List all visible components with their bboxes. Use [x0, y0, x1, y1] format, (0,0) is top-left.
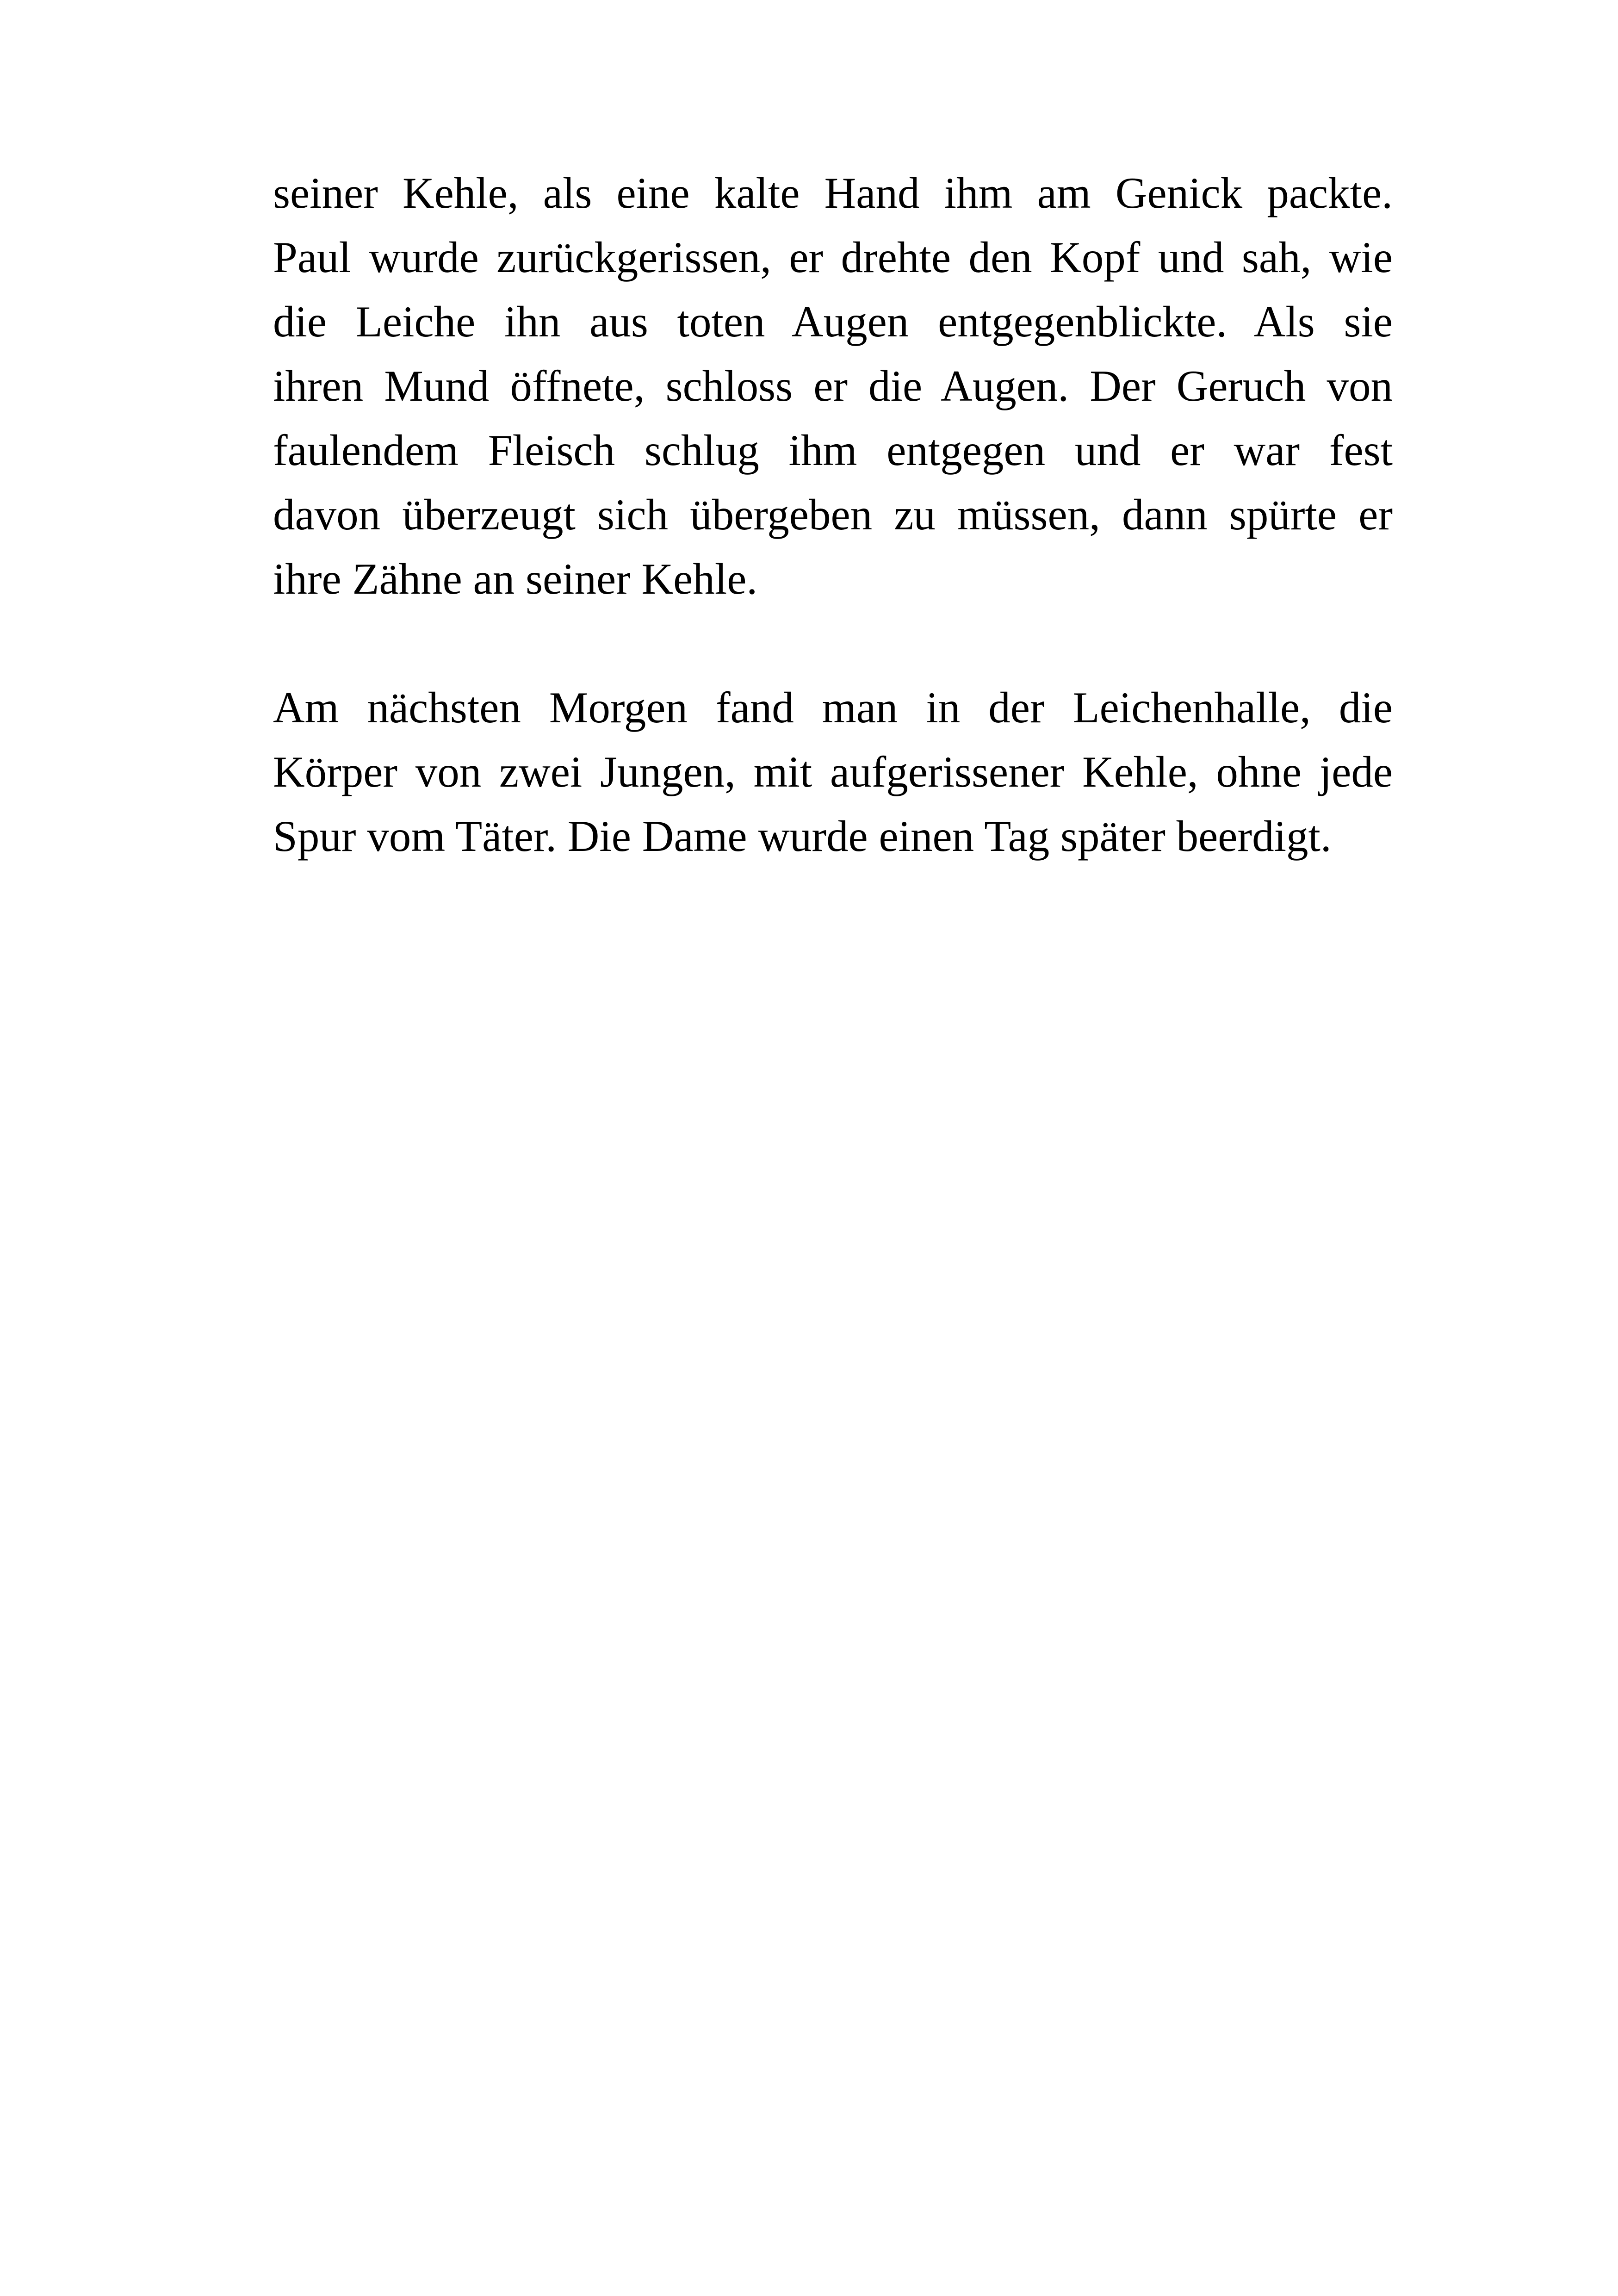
text-line: Am nächsten Morgen fand man in der Leichenhalle, die	[273, 683, 1393, 732]
paragraph	[273, 676, 1393, 869]
text-line: Paul wurde zurückgerissen, er drehte den Kopf und sah, wie	[273, 233, 1393, 282]
text-line: Spur vom Täter. Die Dame wurde einen Tag später beerdigt.	[273, 812, 1332, 861]
text-line: Körper von zwei Jungen, mit aufgerissener Kehle, ohne jede	[273, 747, 1393, 796]
text-line: ihre Zähne an seiner Kehle.	[273, 554, 758, 603]
text-line: die Leiche ihn aus toten Augen entgegenblickte. Als sie	[273, 297, 1393, 346]
text-body	[273, 161, 1393, 869]
text-line: faulendem Fleisch schlug ihm entgegen und er war fest	[273, 426, 1393, 475]
text-line: seiner Kehle, als eine kalte Hand ihm am Genick packte.	[273, 168, 1393, 217]
paragraph	[273, 161, 1393, 611]
paragraph-spacer	[273, 611, 1393, 676]
text-line: davon überzeugt sich übergeben zu müssen, dann spürte er	[273, 490, 1393, 539]
text-line: ihren Mund öffnete, schloss er die Augen. Der Geruch von	[273, 361, 1393, 410]
